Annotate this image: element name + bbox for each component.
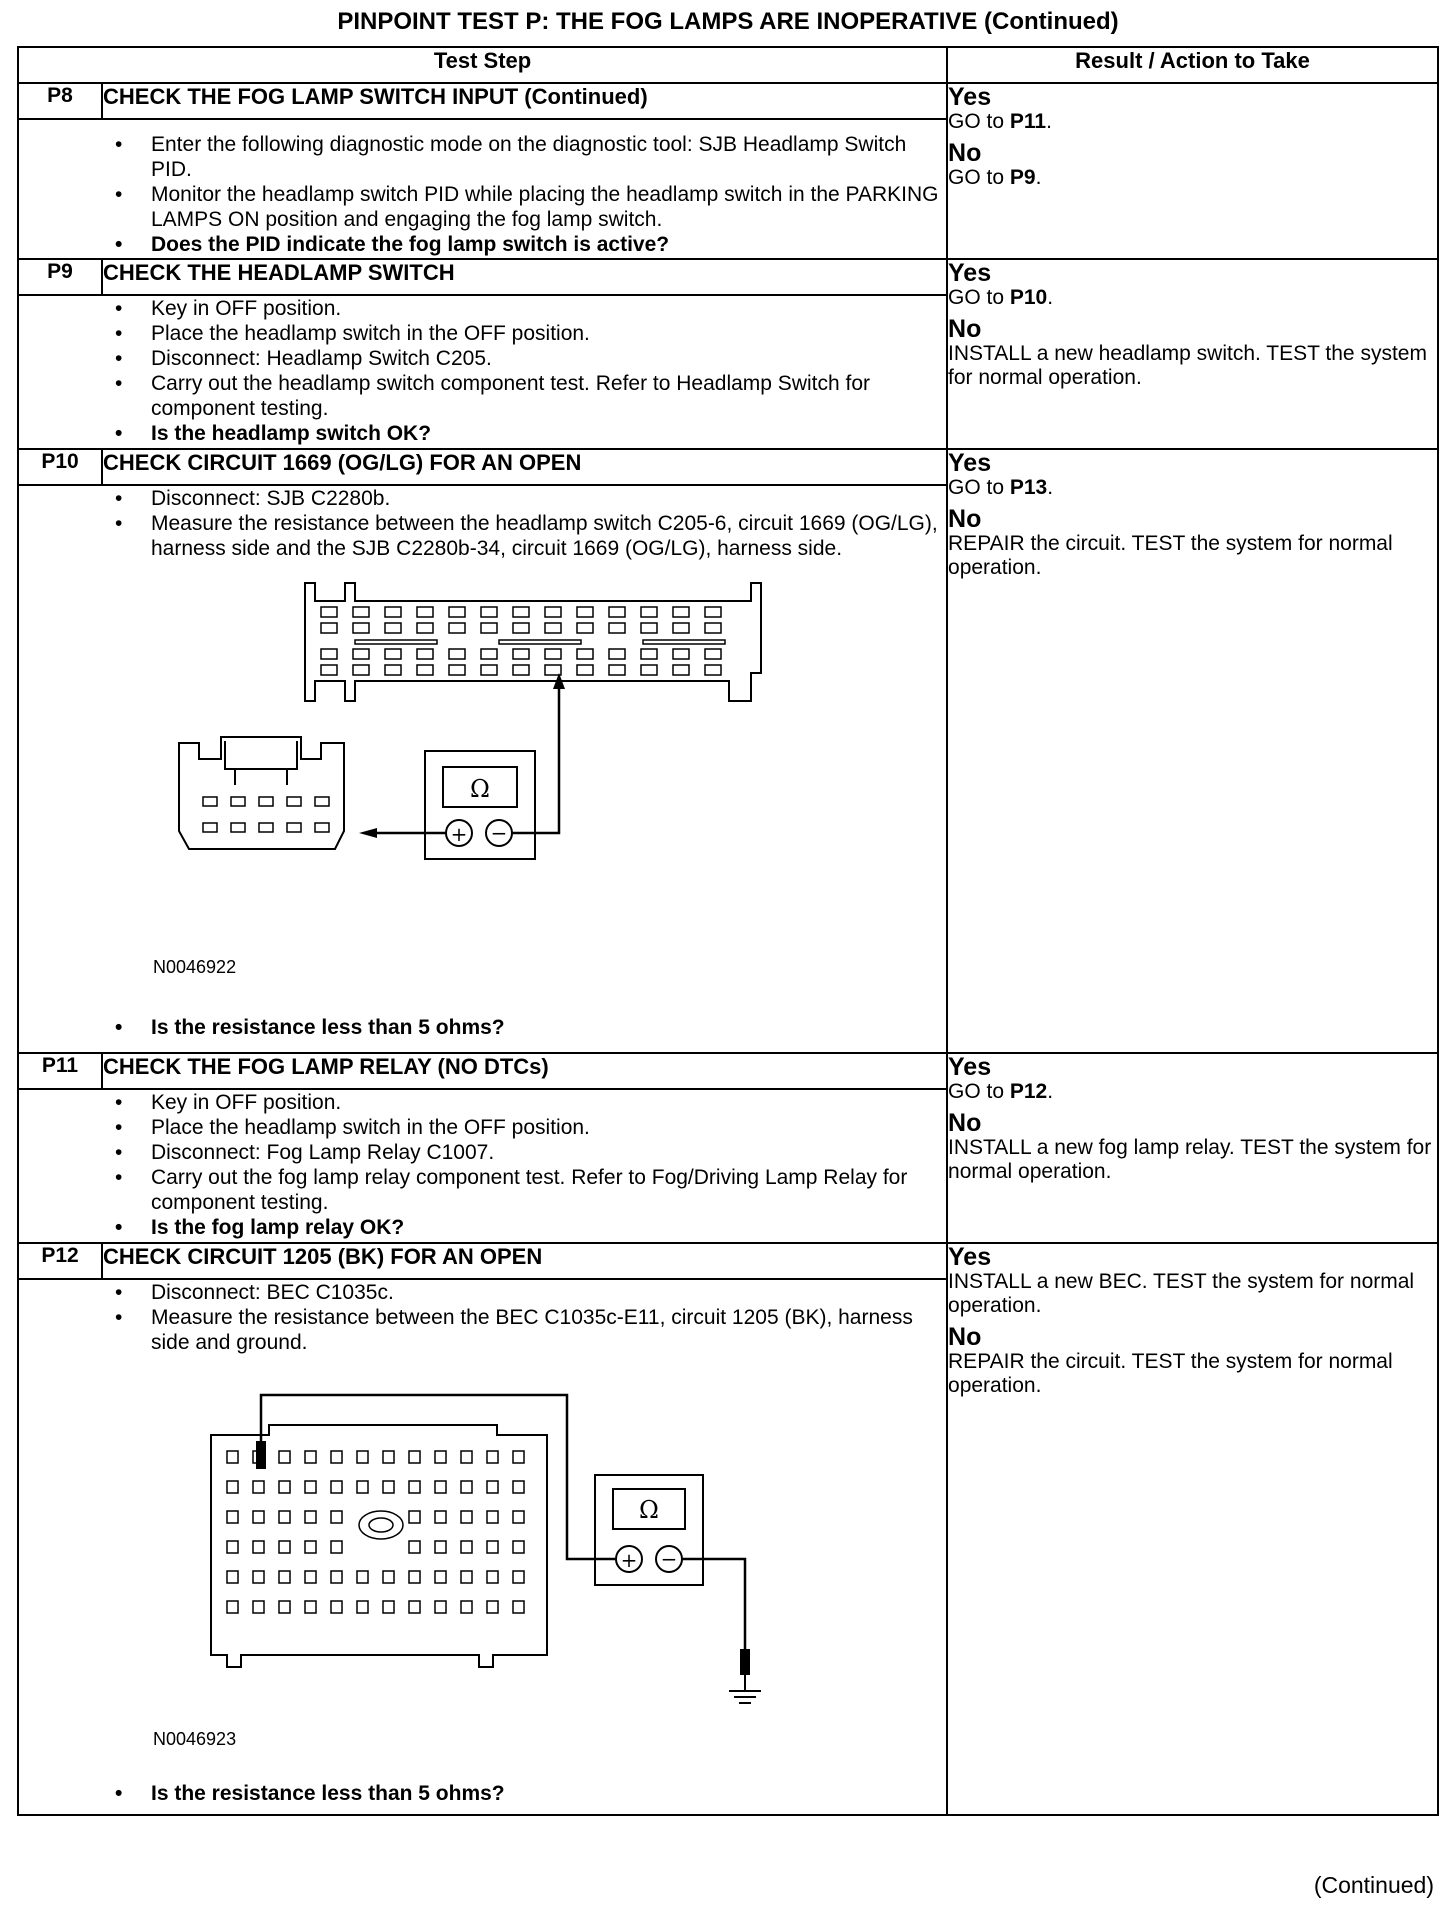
connector-pin <box>385 623 401 633</box>
step-item: • Disconnect: Headlamp Switch C205. <box>19 346 946 371</box>
headlamp-switch-pin-grid <box>203 797 329 832</box>
connector-pin <box>577 623 593 633</box>
figure-id: N0046922 <box>153 957 237 977</box>
connector-pin <box>331 1481 342 1493</box>
connector-pin <box>641 665 657 675</box>
connector-rib <box>499 640 581 644</box>
connector-pin <box>513 665 529 675</box>
step-body <box>18 1279 947 1815</box>
connector-pin <box>279 1511 290 1523</box>
connector-pin <box>357 1481 368 1493</box>
step-item: • Measure the resistance between the headlamp switch C205-6, circuit 1669 (OG/LG), harness side and the SJB C2280b-34, circuit 1669 (OG/LG), harness side. <box>19 511 946 561</box>
plus-terminal: + <box>620 1548 638 1572</box>
connector-pin <box>227 1601 238 1613</box>
connector-rib <box>643 640 725 644</box>
connector-pin <box>383 1601 394 1613</box>
continued-label: (Continued) <box>1313 1872 1434 1898</box>
step-item: • Disconnect: SJB C2280b. <box>19 486 946 511</box>
connector-pin <box>321 623 337 633</box>
connector-pin <box>305 1571 316 1583</box>
connector-pin <box>279 1481 290 1493</box>
connector-pin <box>227 1511 238 1523</box>
connector-pin <box>513 1601 524 1613</box>
connector-pin <box>315 823 329 832</box>
connector-pin <box>673 665 689 675</box>
test-step-header: Test Step <box>18 47 947 83</box>
connector-pin <box>545 665 561 675</box>
no-action: REPAIR the circuit. TEST the system for normal operation. <box>948 532 1393 579</box>
connector-pin <box>705 665 721 675</box>
connector-pin <box>417 665 433 675</box>
connector-pin <box>383 1571 394 1583</box>
connector-pin <box>305 1481 316 1493</box>
connector-pin <box>287 797 301 806</box>
connector-pin <box>227 1451 238 1463</box>
no-action: INSTALL a new fog lamp relay. TEST the system for normal operation. <box>948 1136 1432 1183</box>
connector-pin <box>435 1511 446 1523</box>
connector-pin <box>461 1451 472 1463</box>
figure-c205-c2280b <box>39 561 946 1019</box>
connector-pin <box>357 1451 368 1463</box>
connector-pin <box>481 623 497 633</box>
connector-pin <box>435 1571 446 1583</box>
sjb-pin-grid <box>321 607 725 675</box>
connector-pin <box>609 623 625 633</box>
connector-pin <box>641 623 657 633</box>
connector-pin <box>449 607 465 617</box>
step-id: P11 <box>18 1053 102 1089</box>
connector-pin <box>673 649 689 659</box>
connector-pin <box>417 623 433 633</box>
connector-pin <box>513 1481 524 1493</box>
connector-pin <box>253 1541 264 1553</box>
connector-pin <box>287 823 301 832</box>
connector-pin <box>461 1481 472 1493</box>
connector-pin <box>545 623 561 633</box>
test-leads <box>371 681 559 833</box>
step-title: CHECK THE FOG LAMP SWITCH INPUT (Continued) <box>102 83 947 119</box>
connector-pin <box>331 1511 342 1523</box>
yes-action: GO to P13. <box>948 476 1054 499</box>
connector-pin <box>409 1481 420 1493</box>
connector-pin <box>577 607 593 617</box>
connector-pin <box>487 1541 498 1553</box>
yes-label: Yes <box>948 83 992 111</box>
step-result <box>947 259 1438 449</box>
connector-pin <box>253 1511 264 1523</box>
connector-pin <box>409 1571 420 1583</box>
step-row-p8 <box>18 83 1438 119</box>
connector-pin <box>449 623 465 633</box>
connector-pin <box>513 1511 524 1523</box>
yes-label: Yes <box>948 1053 992 1081</box>
yes-action: GO to P11. <box>948 110 1052 133</box>
step-item: • Monitor the headlamp switch PID while placing the headlamp switch in the PARKING LAMPS ON position and engaging the fog lamp switch. <box>19 182 946 232</box>
connector-pin <box>417 607 433 617</box>
connector-pin <box>305 1541 316 1553</box>
connector-pin <box>385 649 401 659</box>
connector-pin <box>673 607 689 617</box>
connector-pin <box>513 1451 524 1463</box>
connector-pin <box>383 1481 394 1493</box>
connector-pin <box>513 1571 524 1583</box>
step-title: CHECK THE FOG LAMP RELAY (NO DTCs) <box>102 1053 947 1089</box>
minus-terminal: − <box>490 821 508 845</box>
connector-pin <box>253 1571 264 1583</box>
connector-pin <box>513 649 529 659</box>
connector-pin <box>513 607 529 617</box>
no-action: GO to P9. <box>948 166 1042 189</box>
connector-pin <box>641 607 657 617</box>
step-title: CHECK CIRCUIT 1669 (OG/LG) FOR AN OPEN <box>102 449 947 485</box>
ohm-symbol: Ω <box>470 775 490 803</box>
step-row-p12 <box>18 1243 1438 1279</box>
step-result <box>947 83 1438 259</box>
figure-id: N0046923 <box>153 1729 237 1749</box>
connector-pin <box>321 649 337 659</box>
ohmmeter <box>595 1475 703 1585</box>
connector-pin <box>279 1451 290 1463</box>
step-body <box>18 1089 947 1243</box>
connector-pin <box>409 1601 420 1613</box>
connector-pin <box>353 649 369 659</box>
connector-pin <box>673 623 689 633</box>
step-result <box>947 1053 1438 1243</box>
connector-rib <box>355 640 437 644</box>
connector-pin <box>609 607 625 617</box>
yes-label: Yes <box>948 259 992 287</box>
step-question: • Does the PID indicate the fog lamp switch is active? <box>19 232 946 257</box>
figure-c1035c <box>39 1355 946 1787</box>
connector-pin <box>203 797 217 806</box>
step-item: • Enter the following diagnostic mode on the diagnostic tool: SJB Headlamp Switch PID. <box>19 132 946 182</box>
bec-center-boss <box>359 1511 403 1539</box>
step-question: • Is the fog lamp relay OK? <box>19 1215 946 1240</box>
connector-pin <box>385 607 401 617</box>
connector-pin <box>435 1541 446 1553</box>
step-id: P12 <box>18 1243 102 1279</box>
step-title: CHECK THE HEADLAMP SWITCH <box>102 259 947 295</box>
connector-pin <box>253 1601 264 1613</box>
connector-pin <box>577 649 593 659</box>
connector-pin <box>705 649 721 659</box>
connector-pin <box>357 1571 368 1583</box>
no-label: No <box>948 1323 982 1351</box>
step-item: • Place the headlamp switch in the OFF position. <box>19 1115 946 1140</box>
result-header: Result / Action to Take <box>947 47 1438 83</box>
connector-pin <box>487 1601 498 1613</box>
no-action: REPAIR the circuit. TEST the system for normal operation. <box>948 1350 1393 1397</box>
step-item: • Carry out the fog lamp relay component test. Refer to Fog/Driving Lamp Relay for component testing. <box>19 1165 946 1215</box>
connector-pin <box>461 1571 472 1583</box>
yes-action: GO to P10. <box>948 286 1054 309</box>
connector-pin <box>279 1571 290 1583</box>
table-header-row <box>18 47 1438 83</box>
connector-pin <box>435 1601 446 1613</box>
page-title: PINPOINT TEST P: THE FOG LAMPS ARE INOPERATIVE (Continued) <box>337 8 1119 35</box>
step-item: • Place the headlamp switch in the OFF position. <box>19 321 946 346</box>
connector-pin <box>449 649 465 659</box>
step-item: • Key in OFF position. <box>19 296 946 321</box>
connector-pin <box>409 1511 420 1523</box>
connector-pin <box>353 623 369 633</box>
step-id: P9 <box>18 259 102 295</box>
connector-pin <box>227 1481 238 1493</box>
connector-pin <box>481 649 497 659</box>
connector-pin <box>383 1451 394 1463</box>
wiring-diagram-p12 <box>39 1355 799 1765</box>
step-question: • Is the resistance less than 5 ohms? <box>19 1015 946 1040</box>
connector-pin <box>641 649 657 659</box>
pinpoint-test-table <box>17 46 1439 1816</box>
connector-pin <box>705 623 721 633</box>
step-item: • Measure the resistance between the BEC C1035c-E11, circuit 1205 (BK), harness side and ground. <box>19 1305 946 1355</box>
probe-tip <box>740 1649 750 1675</box>
yes-action: INSTALL a new BEC. TEST the system for normal operation. <box>948 1270 1415 1317</box>
ground-icon <box>729 1675 761 1703</box>
connector-pin <box>315 797 329 806</box>
step-body <box>18 119 947 259</box>
connector-pin <box>331 1601 342 1613</box>
connector-pin <box>321 665 337 675</box>
connector-pin <box>227 1571 238 1583</box>
connector-pin <box>259 797 273 806</box>
connector-pin <box>203 823 217 832</box>
step-id: P8 <box>18 83 102 119</box>
probe-tip <box>256 1441 266 1469</box>
connector-pin <box>545 649 561 659</box>
probe-arrow <box>359 828 377 838</box>
connector-pin <box>487 1451 498 1463</box>
no-label: No <box>948 139 982 167</box>
connector-pin <box>409 1541 420 1553</box>
connector-pin <box>545 607 561 617</box>
connector-pin <box>513 1541 524 1553</box>
connector-pin <box>331 1541 342 1553</box>
connector-pin <box>279 1601 290 1613</box>
connector-pin <box>577 665 593 675</box>
connector-pin <box>435 1451 446 1463</box>
connector-pin <box>253 1481 264 1493</box>
connector-pin <box>487 1481 498 1493</box>
connector-pin <box>305 1511 316 1523</box>
no-label: No <box>948 1109 982 1137</box>
step-question: • Is the resistance less than 5 ohms? <box>19 1781 946 1806</box>
step-item: • Disconnect: Fog Lamp Relay C1007. <box>19 1140 946 1165</box>
connector-pin <box>357 1601 368 1613</box>
step-row-p9 <box>18 259 1438 295</box>
yes-label: Yes <box>948 1243 992 1271</box>
connector-pin <box>487 1511 498 1523</box>
step-id: P10 <box>18 449 102 485</box>
connector-pin <box>481 665 497 675</box>
connector-pin <box>449 665 465 675</box>
connector-pin <box>461 1541 472 1553</box>
connector-pin <box>305 1601 316 1613</box>
connector-pin <box>231 797 245 806</box>
connector-pin <box>513 623 529 633</box>
connector-pin <box>331 1571 342 1583</box>
connector-pin <box>227 1541 238 1553</box>
connector-pin <box>705 607 721 617</box>
connector-pin <box>353 607 369 617</box>
yes-action: GO to P12. <box>948 1080 1054 1103</box>
step-item: • Key in OFF position. <box>19 1090 946 1115</box>
step-row-p10 <box>18 449 1438 485</box>
wiring-diagram-p10 <box>39 561 799 1001</box>
connector-pin <box>331 1451 342 1463</box>
connector-pin <box>353 665 369 675</box>
step-question: • Is the headlamp switch OK? <box>19 421 946 446</box>
connector-pin <box>385 665 401 675</box>
step-row-p11 <box>18 1053 1438 1089</box>
ohm-symbol: Ω <box>639 1496 659 1524</box>
connector-pin <box>461 1511 472 1523</box>
step-result <box>947 449 1438 1053</box>
connector-pin <box>481 607 497 617</box>
step-result <box>947 1243 1438 1815</box>
connector-pin <box>461 1601 472 1613</box>
connector-pin <box>259 823 273 832</box>
connector-pin <box>231 823 245 832</box>
no-action: INSTALL a new headlamp switch. TEST the system for normal operation. <box>948 342 1427 389</box>
step-item: • Disconnect: BEC C1035c. <box>19 1280 946 1305</box>
connector-pin <box>409 1451 420 1463</box>
step-title: CHECK CIRCUIT 1205 (BK) FOR AN OPEN <box>102 1243 947 1279</box>
minus-terminal: − <box>660 1547 678 1571</box>
plus-terminal: + <box>450 822 468 846</box>
connector-pin <box>609 649 625 659</box>
connector-pin <box>279 1541 290 1553</box>
connector-pin <box>609 665 625 675</box>
connector-pin <box>487 1571 498 1583</box>
connector-pin <box>435 1481 446 1493</box>
connector-pin <box>321 607 337 617</box>
connector-pin <box>305 1451 316 1463</box>
step-item: • Carry out the headlamp switch component test. Refer to Headlamp Switch for component testing. <box>19 371 946 421</box>
no-label: No <box>948 505 982 533</box>
no-label: No <box>948 315 982 343</box>
connector-pin <box>417 649 433 659</box>
yes-label: Yes <box>948 449 992 477</box>
step-body <box>18 295 947 449</box>
ohmmeter <box>425 751 535 859</box>
step-body <box>18 485 947 1053</box>
